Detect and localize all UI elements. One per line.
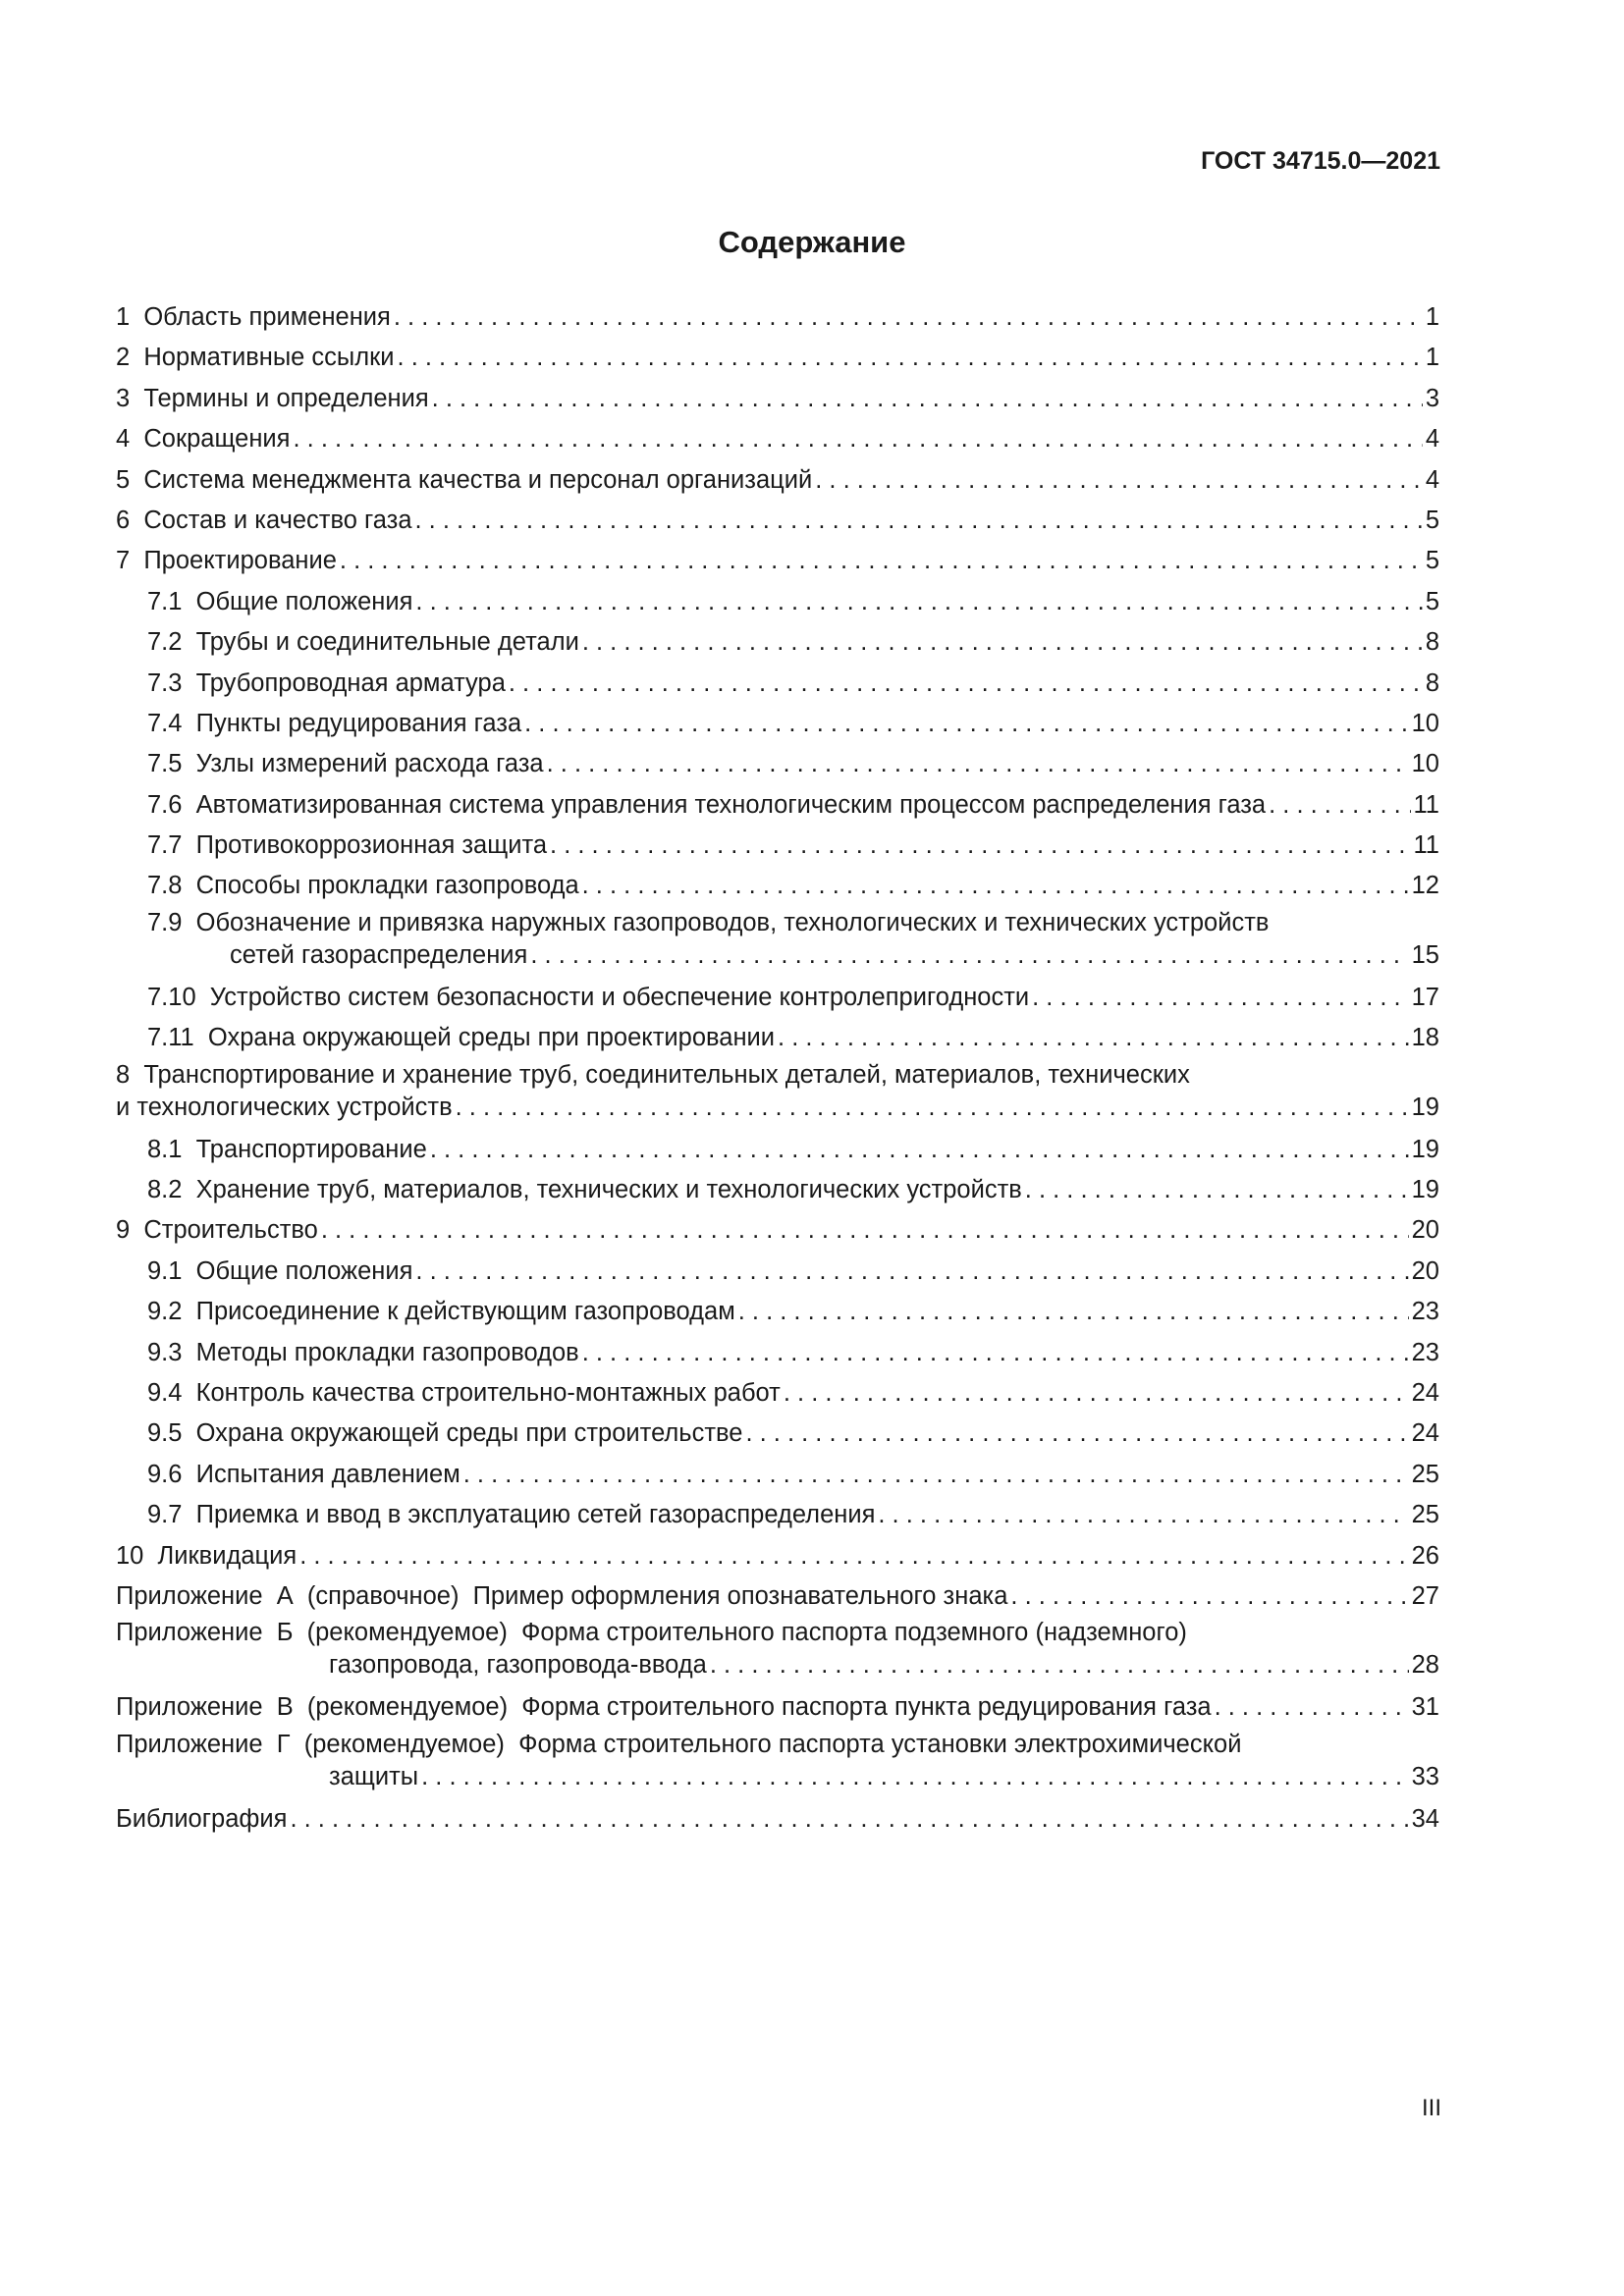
toc-entry-page: 25 [1411,1460,1439,1488]
toc-leader [1215,1687,1409,1728]
toc-entry-label: 9.1 Общие положения [147,1256,413,1285]
toc-entry-label: 9 Строительство [116,1216,318,1245]
toc-entry-label: 8.1 Транспортирование [147,1135,427,1163]
toc-entry-label: 7.9 Обозначение и привязка наружных газопроводов, технологических и технических устройств [147,908,1270,936]
toc-entry-label: 7.2 Трубы и соединительные детали [147,628,579,657]
toc-leader [321,1210,1409,1251]
toc-entry-page: 19 [1411,1135,1439,1163]
toc-subentry[interactable] [116,1252,1439,1292]
toc-entry-label: 7.8 Способы прокладки газопровода [147,872,579,900]
toc-entry-label: 7.1 Общие положения [147,587,413,615]
toc-entry-page: 11 [1413,831,1439,860]
toc-entry-page: 26 [1411,1541,1439,1570]
toc-entry-page: 5 [1425,506,1439,534]
toc-entry-label: Приложение Б (рекомендуемое) Форма строительного паспорта подземного (надземного) [116,1619,1187,1647]
toc-entry-label: 3 Термины и определения [116,384,429,412]
toc-leader [340,541,1423,581]
toc-subentry[interactable] [116,1333,1439,1373]
toc-entry-label: 7.6 Автоматизированная система управления технологическим процессом распределения газа [147,790,1267,819]
toc-leader [415,582,1422,622]
toc-leader [784,1373,1409,1414]
toc-entry-label: 7.5 Узлы измерений расхода газа [147,750,544,778]
toc-entry-page: 15 [1411,940,1439,969]
toc-leader [299,1536,1408,1576]
toc-leader [1032,978,1408,1018]
toc-entry-label: 7.4 Пункты редуцирования газа [147,709,522,737]
toc-subentry[interactable] [116,866,1439,906]
toc-entry-label: 7.10 Устройство систем безопасности и обеспечение контролепригодности [147,983,1030,1011]
toc-entry-page: 12 [1411,872,1439,900]
toc-entry-page: 19 [1411,1093,1439,1121]
toc-entry-label: Библиография [116,1804,288,1833]
toc-entry-page: 8 [1425,668,1439,697]
toc-entry-label-continued: сетей газораспределения [230,940,528,969]
toc-leader [1010,1576,1408,1617]
toc-leader [547,744,1409,784]
toc-entry-label: 10 Ликвидация [116,1541,298,1570]
toc-entry-label: 7 Проектирование [116,547,337,575]
toc-entry[interactable] [116,1210,1439,1251]
toc-entry-label: 9.7 Приемка и ввод в эксплуатацию сетей газораспределения [147,1501,876,1529]
toc-leader [509,664,1423,704]
toc-entry-label: 5 Система менеджмента качества и персонал организаций [116,465,813,494]
toc-entry-page: 24 [1411,1419,1439,1448]
toc-entry-page: 4 [1425,465,1439,494]
toc-appendix-entry[interactable] [116,1576,1439,1617]
toc-entry-page: 31 [1411,1693,1439,1722]
toc-leader [394,297,1423,338]
toc-leader [398,338,1423,378]
toc-entry-page: 10 [1411,709,1439,737]
toc-entry-label: 8 Транспортирование и хранение труб, соединительных деталей, материалов, технических [116,1060,1190,1089]
toc-entry-page: 23 [1411,1338,1439,1366]
toc-subentry[interactable] [116,622,1439,663]
toc-subentry[interactable] [116,1170,1439,1210]
toc-entry-page: 18 [1411,1024,1439,1052]
toc-leader [738,1292,1409,1332]
toc-entry-label: 9.5 Охрана окружающей среды при строительстве [147,1419,743,1448]
toc-entry-page: 25 [1411,1501,1439,1529]
toc-leader [415,1252,1408,1292]
toc-entry-page: 1 [1425,344,1439,372]
toc-subentry[interactable] [116,744,1439,784]
toc-leader [582,866,1409,906]
toc-leader [415,501,1423,541]
toc-entry-label: 9.2 Присоединение к действующим газопроводам [147,1298,735,1326]
toc-entry-page: 5 [1425,587,1439,615]
toc-leader [430,1130,1409,1170]
toc-entry-page: 20 [1411,1256,1439,1285]
toc-entry-label: 8.2 Хранение труб, материалов, технических и технологических устройств [147,1176,1022,1204]
toc-subentry[interactable] [116,1292,1439,1332]
toc-leader [1025,1170,1409,1210]
toc-entry-page: 20 [1411,1216,1439,1245]
toc-entry[interactable] [116,379,1439,419]
toc-leader [293,419,1422,459]
toc-leader [463,1455,1409,1495]
toc-leader [778,1018,1409,1058]
toc-entry-page: 11 [1413,790,1439,819]
toc-entry[interactable] [116,541,1439,581]
toc-entry-page: 33 [1411,1762,1439,1790]
toc-entry-label: 1 Область применения [116,303,391,331]
toc-entry[interactable] [116,297,1439,338]
toc-entry-label: 4 Сокращения [116,425,291,454]
toc-entry-label: 7.3 Трубопроводная арматура [147,668,506,697]
toc-appendix-entry[interactable] [116,1687,1439,1728]
toc-subentry[interactable] [116,582,1439,622]
toc-subentry[interactable] [116,1130,1439,1170]
toc-entry[interactable] [116,338,1439,378]
toc-entry-label: 9.6 Испытания давлением [147,1460,460,1488]
page-number: III [1421,2095,1441,2121]
toc-leader [710,1648,1409,1682]
toc-subentry[interactable] [116,1495,1439,1535]
toc-leader [815,460,1423,501]
toc-entry[interactable] [116,1799,1439,1840]
toc-appendix-entry[interactable] [116,1729,1439,1799]
toc-entry-label: Приложение А (справочное) Пример оформления опознавательного знака [116,1581,1008,1610]
toc-entry-label: Приложение В (рекомендуемое) Форма строительного паспорта пункта редуцирования газа [116,1693,1212,1722]
toc-subentry[interactable] [116,826,1439,866]
toc-leader [878,1495,1408,1535]
toc-leader [432,379,1423,419]
toc-entry[interactable] [116,501,1439,541]
toc-leader [456,1091,1409,1124]
toc-subentry[interactable] [116,664,1439,704]
toc-entry-page: 23 [1411,1298,1439,1326]
toc-entry-label: 6 Состав и качество газа [116,506,412,534]
table-of-contents [116,297,1439,1840]
toc-entry[interactable] [116,460,1439,501]
toc-entry-page: 10 [1411,750,1439,778]
toc-leader [582,622,1423,663]
toc-entry-label: 7.7 Противокоррозионная защита [147,831,548,860]
toc-entry-label-continued: защиты [329,1762,419,1790]
toc-leader [1269,785,1410,826]
toc-entry-page: 27 [1411,1581,1439,1610]
toc-entry-page: 19 [1411,1176,1439,1204]
toc-entry-page: 24 [1411,1378,1439,1407]
toc-entry-page: 8 [1425,628,1439,657]
toc-subentry[interactable] [116,704,1439,744]
toc-leader [524,704,1408,744]
toc-entry-page: 17 [1411,983,1439,1011]
toc-leader [582,1333,1409,1373]
toc-entry-label: Приложение Г (рекомендуемое) Форма строительного паспорта установки электрохимической [116,1730,1242,1758]
toc-entry-page: 1 [1425,303,1439,331]
toc-entry-label: 2 Нормативные ссылки [116,344,395,372]
toc-entry-label: 7.11 Охрана окружающей среды при проектировании [147,1024,776,1052]
toc-entry-label-continued: газопровода, газопровода-ввода [329,1651,707,1680]
toc-subentry[interactable] [116,785,1439,826]
toc-entry-page: 5 [1425,547,1439,575]
toc-subentry[interactable] [116,1414,1439,1454]
toc-subentry[interactable] [116,978,1439,1018]
toc-leader [290,1799,1408,1840]
toc-entry-label: 9.3 Методы прокладки газопроводов [147,1338,579,1366]
toc-entry-page: 3 [1425,384,1439,412]
toc-leader [550,826,1410,866]
toc-leader [421,1760,1409,1793]
toc-entry[interactable] [116,1536,1439,1576]
toc-subentry[interactable] [116,907,1439,978]
page-title: Содержание [718,225,906,259]
toc-entry[interactable] [116,419,1439,459]
toc-entry-label: 9.4 Контроль качества строительно-монтажных работ [147,1378,781,1407]
toc-leader [745,1414,1408,1454]
document-code: ГОСТ 34715.0—2021 [1201,147,1440,175]
toc-subentry[interactable] [116,1373,1439,1414]
toc-entry-page: 4 [1425,425,1439,454]
toc-subentry[interactable] [116,1455,1439,1495]
toc-entry-page: 28 [1411,1651,1439,1680]
toc-entry-label-continued: и технологических устройств [116,1093,453,1121]
toc-entry-page: 34 [1411,1804,1439,1833]
toc-entry[interactable] [116,1059,1439,1130]
toc-appendix-entry[interactable] [116,1617,1439,1687]
toc-leader [530,938,1408,972]
toc-subentry[interactable] [116,1018,1439,1058]
